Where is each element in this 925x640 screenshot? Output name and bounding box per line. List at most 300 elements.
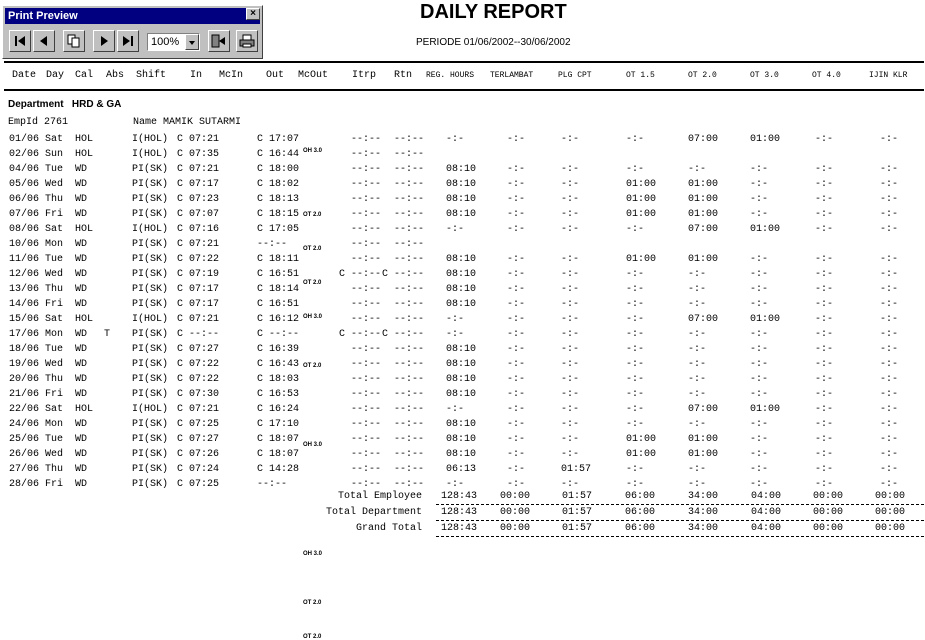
cell-ot20: 01:00 [688, 434, 719, 445]
cell-reg: 08:10 [446, 449, 477, 460]
total-value: 01:57 [562, 491, 593, 502]
last-page-button[interactable] [117, 30, 139, 52]
cell-reg: -:- [446, 329, 465, 340]
cell-ot40: -:- [815, 449, 834, 460]
cell-itrp: --:-- [351, 374, 382, 385]
cell-in: C 07:21 [177, 314, 220, 325]
cell-cal: WD [75, 389, 88, 400]
zoom-select[interactable] [147, 33, 200, 51]
exit-button[interactable] [208, 30, 230, 52]
cell-ot15: -:- [626, 404, 645, 415]
total-value: 04:00 [751, 491, 782, 502]
cell-date: 27/06 [9, 464, 40, 475]
cell-rtn: --:-- [394, 209, 425, 220]
cell-ot20: -:- [688, 479, 707, 490]
column-header: McIn [219, 70, 244, 81]
overtime-marker: OT 2.0 [303, 634, 322, 640]
cell-cal: HOL [75, 224, 94, 235]
cell-in: C 07:17 [177, 284, 220, 295]
cell-cal: WD [75, 449, 88, 460]
cell-day: Fri [45, 209, 64, 220]
cell-date: 11/06 [9, 254, 40, 265]
cell-ot20: 01:00 [688, 194, 719, 205]
column-header: IJIN KLR [869, 71, 908, 80]
cell-rtn: --:-- [394, 374, 425, 385]
cell-terl: -:- [507, 344, 526, 355]
cell-cal: WD [75, 479, 88, 490]
cell-ot30: -:- [750, 329, 769, 340]
cell-ijin: -:- [880, 329, 899, 340]
column-header: Date [12, 70, 37, 81]
chevron-down-icon[interactable] [185, 34, 199, 50]
prev-page-icon [37, 35, 51, 47]
cell-date: 18/06 [9, 344, 40, 355]
total-divider [436, 520, 924, 521]
empid-label: EmpId [8, 117, 39, 128]
total-value: 00:00 [875, 523, 906, 534]
cell-out: C 16:39 [257, 344, 300, 355]
cell-ijin: -:- [880, 254, 899, 265]
employee-line [8, 116, 68, 130]
cell-date: 20/06 [9, 374, 40, 385]
cell-ot15: 01:00 [626, 179, 657, 190]
cell-day: Mon [45, 329, 64, 340]
cell-plg: -:- [561, 434, 580, 445]
cell-reg: 06:13 [446, 464, 477, 475]
cell-ot30: -:- [750, 464, 769, 475]
cell-ot20: -:- [688, 359, 707, 370]
cell-terl: -:- [507, 434, 526, 445]
cell-ot15: 01:00 [626, 434, 657, 445]
cell-rtn: --:-- [394, 194, 425, 205]
cell-terl: -:- [507, 194, 526, 205]
cell-out: C 18:14 [257, 284, 300, 295]
cell-ot40: -:- [815, 164, 834, 175]
cell-out: C --:-- [257, 329, 300, 340]
cell-itrp: --:-- [351, 134, 382, 145]
cell-plg: -:- [561, 359, 580, 370]
cell-itrp: --:-- [351, 194, 382, 205]
cell-cal: WD [75, 464, 88, 475]
cell-ot15: -:- [626, 134, 645, 145]
prev-page-button[interactable] [33, 30, 55, 52]
cell-out: C 18:15 [257, 209, 300, 220]
cell-plg: -:- [561, 224, 580, 235]
cell-terl: -:- [507, 449, 526, 460]
cell-ot30: -:- [750, 284, 769, 295]
cell-cal: WD [75, 359, 88, 370]
exit-icon [211, 34, 227, 48]
total-value: 04:00 [751, 507, 782, 518]
cell-in: C 07:22 [177, 374, 220, 385]
cell-ot15: -:- [626, 284, 645, 295]
cell-day: Wed [45, 449, 64, 460]
cell-ot30: 01:00 [750, 404, 781, 415]
cell-ot30: -:- [750, 254, 769, 265]
last-page-icon [121, 35, 135, 47]
total-value: 34:00 [688, 523, 719, 534]
cell-ot40: -:- [815, 194, 834, 205]
cell-date: 08/06 [9, 224, 40, 235]
cell-cal: WD [75, 284, 88, 295]
cell-ot30: -:- [750, 344, 769, 355]
cell-reg: 08:10 [446, 434, 477, 445]
cell-in: C 07:30 [177, 389, 220, 400]
cell-ot40: -:- [815, 359, 834, 370]
cell-shift: I(HOL) [132, 314, 169, 325]
next-page-button[interactable] [93, 30, 115, 52]
cell-out: C 17:10 [257, 419, 300, 430]
first-page-button[interactable] [9, 30, 31, 52]
cell-rtn: --:-- [394, 344, 425, 355]
cell-day: Fri [45, 299, 64, 310]
cell-shift: PI(SK) [132, 254, 169, 265]
cell-ot40: -:- [815, 209, 834, 220]
cell-reg: 08:10 [446, 194, 477, 205]
cell-day: Wed [45, 269, 64, 280]
cell-terl: -:- [507, 284, 526, 295]
cell-ot15: -:- [626, 464, 645, 475]
cell-day: Tue [45, 344, 64, 355]
cell-ot40: -:- [815, 389, 834, 400]
overtime-marker: OT 2.0 [303, 246, 322, 252]
cell-itrp: --:-- [351, 149, 382, 160]
column-header: Out [266, 70, 285, 81]
cell-ot30: 01:00 [750, 224, 781, 235]
cell-cal: HOL [75, 149, 94, 160]
cell-cal: WD [75, 164, 88, 175]
cell-shift: PI(SK) [132, 194, 169, 205]
column-header: Shift [136, 70, 167, 81]
cell-ijin: -:- [880, 194, 899, 205]
cell-ot20: 01:00 [688, 179, 719, 190]
cell-date: 26/06 [9, 449, 40, 460]
cell-ot15: 01:00 [626, 209, 657, 220]
cell-ot15: -:- [626, 299, 645, 310]
cell-in: C 07:23 [177, 194, 220, 205]
cell-ot30: -:- [750, 179, 769, 190]
cell-rtn: --:-- [394, 314, 425, 325]
cell-out: C 16:53 [257, 389, 300, 400]
cell-cal: WD [75, 299, 88, 310]
cell-itrp: --:-- [351, 284, 382, 295]
cell-plg: -:- [561, 284, 580, 295]
cell-ijin: -:- [880, 404, 899, 415]
cell-ot20: 07:00 [688, 134, 719, 145]
cell-in: C 07:22 [177, 359, 220, 370]
cell-ijin: -:- [880, 164, 899, 175]
cell-ot15: -:- [626, 344, 645, 355]
cell-in: C 07:17 [177, 179, 220, 190]
cell-rtn: --:-- [394, 149, 425, 160]
cell-plg: -:- [561, 419, 580, 430]
cell-date: 06/06 [9, 194, 40, 205]
cell-in: C 07:25 [177, 419, 220, 430]
cell-rtn: --:-- [394, 389, 425, 400]
cell-in: C 07:07 [177, 209, 220, 220]
total-value: 00:00 [813, 523, 844, 534]
cell-itrp: --:-- [351, 254, 382, 265]
cell-ot20: -:- [688, 269, 707, 280]
report-period: PERIODE 01/06/2002--30/06/2002 [416, 37, 571, 48]
cell-day: Sun [45, 149, 64, 160]
total-value: 01:57 [562, 523, 593, 534]
total-divider [436, 536, 924, 537]
cell-ot40: -:- [815, 404, 834, 415]
cell-ot30: -:- [750, 449, 769, 460]
column-header: OT 1.5 [626, 71, 655, 80]
multi-page-button[interactable] [63, 30, 85, 52]
cell-out: C 18:07 [257, 434, 300, 445]
cell-out: C 14:28 [257, 464, 300, 475]
cell-itrp: --:-- [351, 344, 382, 355]
overtime-marker: OT 2.0 [303, 280, 322, 286]
cell-ijin: -:- [880, 434, 899, 445]
cell-out: C 18:07 [257, 449, 300, 460]
cell-reg: 08:10 [446, 299, 477, 310]
cell-ot20: -:- [688, 344, 707, 355]
cell-rtn: --:-- [394, 239, 425, 250]
cell-ijin: -:- [880, 314, 899, 325]
cell-out: C 18:00 [257, 164, 300, 175]
cell-ot20: 01:00 [688, 209, 719, 220]
cell-reg: 08:10 [446, 284, 477, 295]
cell-ot15: -:- [626, 419, 645, 430]
cell-terl: -:- [507, 374, 526, 385]
cell-ot20: -:- [688, 164, 707, 175]
cell-day: Sat [45, 134, 64, 145]
total-label: Grand Total [355, 523, 422, 534]
cell-ijin: -:- [880, 374, 899, 385]
cell-terl: -:- [507, 269, 526, 280]
cell-ijin: -:- [880, 344, 899, 355]
cell-ot15: -:- [626, 479, 645, 490]
cell-plg: -:- [561, 299, 580, 310]
cell-ijin: -:- [880, 479, 899, 490]
cell-out: C 16:44 [257, 149, 300, 160]
multi-page-icon [67, 34, 81, 48]
cell-ot30: -:- [750, 359, 769, 370]
cell-ot30: -:- [750, 164, 769, 175]
cell-day: Tue [45, 254, 64, 265]
cell-itrp: --:-- [351, 419, 382, 430]
cell-date: 01/06 [9, 134, 40, 145]
cell-ijin: -:- [880, 179, 899, 190]
department-line [8, 98, 121, 112]
cell-plg: 01:57 [561, 464, 592, 475]
report-title: DAILY REPORT [420, 1, 567, 23]
cell-plg: -:- [561, 254, 580, 265]
cell-ot20: 01:00 [688, 254, 719, 265]
total-value: 00:00 [875, 491, 906, 502]
cell-ot40: -:- [815, 464, 834, 475]
cell-day: Thu [45, 194, 64, 205]
cell-plg: -:- [561, 389, 580, 400]
cell-date: 13/06 [9, 284, 40, 295]
cell-ot30: -:- [750, 194, 769, 205]
cell-in: C 07:21 [177, 239, 220, 250]
cell-ot15: -:- [626, 374, 645, 385]
cell-ot15: 01:00 [626, 254, 657, 265]
cell-ijin: -:- [880, 224, 899, 235]
cell-itrp: --:-- [351, 314, 382, 325]
total-value: 01:57 [562, 507, 593, 518]
total-value: 00:00 [813, 491, 844, 502]
print-button[interactable] [236, 30, 258, 52]
cell-ot20: -:- [688, 284, 707, 295]
cell-out: C 16:12 [257, 314, 300, 325]
cell-cal: WD [75, 209, 88, 220]
cell-day: Mon [45, 419, 64, 430]
cell-ot40: -:- [815, 434, 834, 445]
cell-itrp: --:-- [351, 389, 382, 400]
cell-rtn: --:-- [394, 479, 425, 490]
cell-terl: -:- [507, 464, 526, 475]
cell-cal: WD [75, 194, 88, 205]
header-top-rule [4, 61, 924, 63]
cell-date: 19/06 [9, 359, 40, 370]
cell-shift: I(HOL) [132, 134, 169, 145]
cell-in: C 07:35 [177, 149, 220, 160]
cell-cal: WD [75, 344, 88, 355]
cell-shift: PI(SK) [132, 239, 169, 250]
total-value: 00:00 [813, 507, 844, 518]
total-value: 06:00 [625, 491, 656, 502]
cell-abs: T [104, 329, 111, 340]
cell-terl: -:- [507, 359, 526, 370]
cell-rtn: --:-- [394, 299, 425, 310]
cell-day: Sat [45, 224, 64, 235]
cell-terl: -:- [507, 164, 526, 175]
total-value: 00:00 [500, 507, 531, 518]
cell-day: Thu [45, 464, 64, 475]
total-label: Total Employee [337, 491, 422, 502]
header-bottom-rule [4, 89, 924, 91]
overtime-marker: OT 2.0 [303, 600, 322, 606]
cell-date: 24/06 [9, 419, 40, 430]
cell-ot20: -:- [688, 374, 707, 385]
cell-plg: -:- [561, 179, 580, 190]
cell-reg: 08:10 [446, 254, 477, 265]
cell-reg: 08:10 [446, 209, 477, 220]
cell-in: C 07:21 [177, 134, 220, 145]
cell-day: Tue [45, 434, 64, 445]
cell-reg: -:- [446, 224, 465, 235]
total-value: 34:00 [688, 507, 719, 518]
cell-in: C 07:21 [177, 164, 220, 175]
cell-ot40: -:- [815, 374, 834, 385]
cell-out: C 18:13 [257, 194, 300, 205]
first-page-icon [13, 35, 27, 47]
cell-reg: -:- [446, 479, 465, 490]
cell-ot20: -:- [688, 299, 707, 310]
cell-date: 28/06 [9, 479, 40, 490]
cell-date: 17/06 [9, 329, 40, 340]
cell-in: C 07:27 [177, 344, 220, 355]
cell-plg: -:- [561, 209, 580, 220]
total-value: 00:00 [500, 523, 531, 534]
cell-cal: HOL [75, 134, 94, 145]
cell-shift: PI(SK) [132, 419, 169, 430]
cell-ot30: 01:00 [750, 314, 781, 325]
cell-ot15: 01:00 [626, 449, 657, 460]
overtime-marker: OT 2.0 [303, 363, 322, 369]
cell-itrp: --:-- [351, 164, 382, 175]
cell-date: 02/06 [9, 149, 40, 160]
cell-terl: -:- [507, 389, 526, 400]
cell-day: Fri [45, 479, 64, 490]
cell-ot40: -:- [815, 299, 834, 310]
cell-day: Fri [45, 389, 64, 400]
cell-itrp: --:-- [351, 404, 382, 415]
cell-plg: -:- [561, 164, 580, 175]
cell-reg: -:- [446, 314, 465, 325]
cell-ot20: -:- [688, 329, 707, 340]
cell-date: 25/06 [9, 434, 40, 445]
cell-reg: 08:10 [446, 269, 477, 280]
total-value: 128:43 [441, 491, 478, 502]
cell-reg: 08:10 [446, 374, 477, 385]
cell-terl: -:- [507, 254, 526, 265]
cell-day: Tue [45, 164, 64, 175]
column-header: REG. HOURS [426, 71, 475, 80]
cell-plg: -:- [561, 329, 580, 340]
cell-plg: -:- [561, 344, 580, 355]
cell-day: Mon [45, 239, 64, 250]
cell-reg: 08:10 [446, 389, 477, 400]
printer-icon [239, 34, 255, 48]
cell-out: C 16:24 [257, 404, 300, 415]
cell-terl: -:- [507, 299, 526, 310]
cell-ijin: -:- [880, 389, 899, 400]
total-value: 04:00 [751, 523, 782, 534]
cell-ot40: -:- [815, 269, 834, 280]
cell-shift: PI(SK) [132, 329, 169, 340]
cell-out: --:-- [257, 479, 288, 490]
cell-itrp: --:-- [351, 479, 382, 490]
cell-in: C 07:21 [177, 404, 220, 415]
cell-ijin: -:- [880, 419, 899, 430]
cell-rtn: --:-- [394, 464, 425, 475]
cell-rtn: --:-- [394, 134, 425, 145]
cell-ijin: -:- [880, 299, 899, 310]
cell-terl: -:- [507, 479, 526, 490]
cell-terl: -:- [507, 404, 526, 415]
cell-out: C 18:03 [257, 374, 300, 385]
cell-ot15: -:- [626, 164, 645, 175]
cell-ot30: 01:00 [750, 134, 781, 145]
cell-ot40: -:- [815, 179, 834, 190]
cell-terl: -:- [507, 419, 526, 430]
cell-in: C 07:25 [177, 479, 220, 490]
cell-out: C 17:07 [257, 134, 300, 145]
close-button[interactable]: × [246, 8, 260, 20]
cell-shift: PI(SK) [132, 209, 169, 220]
cell-out: --:-- [257, 239, 288, 250]
cell-ijin: -:- [880, 359, 899, 370]
cell-date: 10/06 [9, 239, 40, 250]
cell-ot30: -:- [750, 374, 769, 385]
cell-terl: -:- [507, 329, 526, 340]
cell-in: C 07:27 [177, 434, 220, 445]
cell-ot30: -:- [750, 389, 769, 400]
cell-plg: -:- [561, 314, 580, 325]
cell-ijin: -:- [880, 449, 899, 460]
total-value: 128:43 [441, 523, 478, 534]
cell-plg: -:- [561, 269, 580, 280]
cell-out: C 16:43 [257, 359, 300, 370]
cell-shift: PI(SK) [132, 374, 169, 385]
